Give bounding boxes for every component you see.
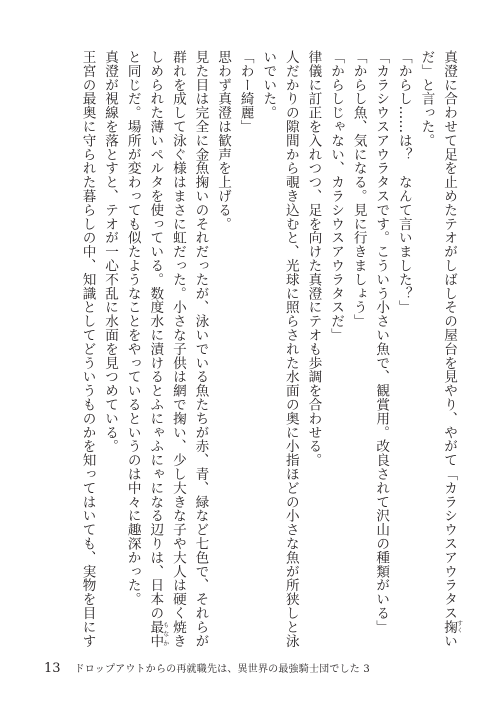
paragraph: 真澄が視線を落とすと、テオが一心不乱に水面を見つめている。 bbox=[102, 50, 119, 454]
paragraph-text: 見た目は完全に金魚掬いのそれだったが、泳いでいる魚たちが赤、青、緑など七色で、それらが群れを成して泳ぐ様はまさに虹だった。小さな子供は網で掬い、少し大きな子や大人は硬く焼きしめられた薄いペルタを使っている。数度水に漬けるとふにゃふにゃになる辺りは、日本の bbox=[147, 50, 209, 648]
paragraph-text: と同じだ。場所が変わっても似たようなことをやっているというのは中々に趣深かった。 bbox=[124, 50, 141, 606]
ruby-base: 掬 bbox=[441, 619, 457, 634]
paragraph: 律儀に訂正を入れつつ、足を向けた真澄にテオも歩調を合わせる。 bbox=[305, 50, 322, 467]
paragraph: 「からし魚、気になる。見に行きましょう」 bbox=[350, 50, 367, 328]
paragraph bbox=[121, 50, 211, 650]
running-title: ドロップアウトからの再就職先は、異世界の最強騎士団でした 3 bbox=[74, 664, 370, 675]
paragraph: 「カラシウスアウラタスです。こういう小さい魚で、観賞用。改良されて沢山の種類がいる」 bbox=[373, 50, 390, 634]
ruby-annotation bbox=[441, 619, 463, 634]
ruby-annotation bbox=[147, 619, 169, 648]
ruby-reading: すく bbox=[455, 619, 463, 634]
paragraph: 「からし……は？ なんて言いました？」 bbox=[395, 50, 412, 315]
paragraph-text: いだ」と言った。 bbox=[418, 50, 457, 648]
page-footer bbox=[44, 660, 464, 680]
paragraph: 人だかりの隙間から覗き込むと、光球に照らされた水面の奥に小指ほどの小さな魚が所狭しと泳いでいた。 bbox=[260, 50, 299, 648]
paragraph bbox=[415, 50, 462, 650]
vertical-text-body bbox=[76, 50, 462, 650]
paragraph: 「からしじゃない、カラシウスアウラタスだ」 bbox=[328, 50, 345, 342]
paragraph: 「わー綺麗」 bbox=[237, 50, 254, 134]
paragraph: 思わず真澄は歓声を上げる。 bbox=[215, 50, 232, 231]
ruby-base: 最中 bbox=[147, 619, 164, 648]
ruby-reading: もなか bbox=[161, 619, 169, 648]
paragraph: 王宮の最奥に守られた暮らしの中、知識としてどういうものかを知ってはいても、実物を目にす bbox=[79, 50, 96, 648]
paragraph-text: 真澄に合わせて足を止めたテオがしばしその屋台を見やり、やがて「カラシウスアウラタス bbox=[441, 50, 457, 620]
page-number: 13 bbox=[44, 661, 61, 676]
